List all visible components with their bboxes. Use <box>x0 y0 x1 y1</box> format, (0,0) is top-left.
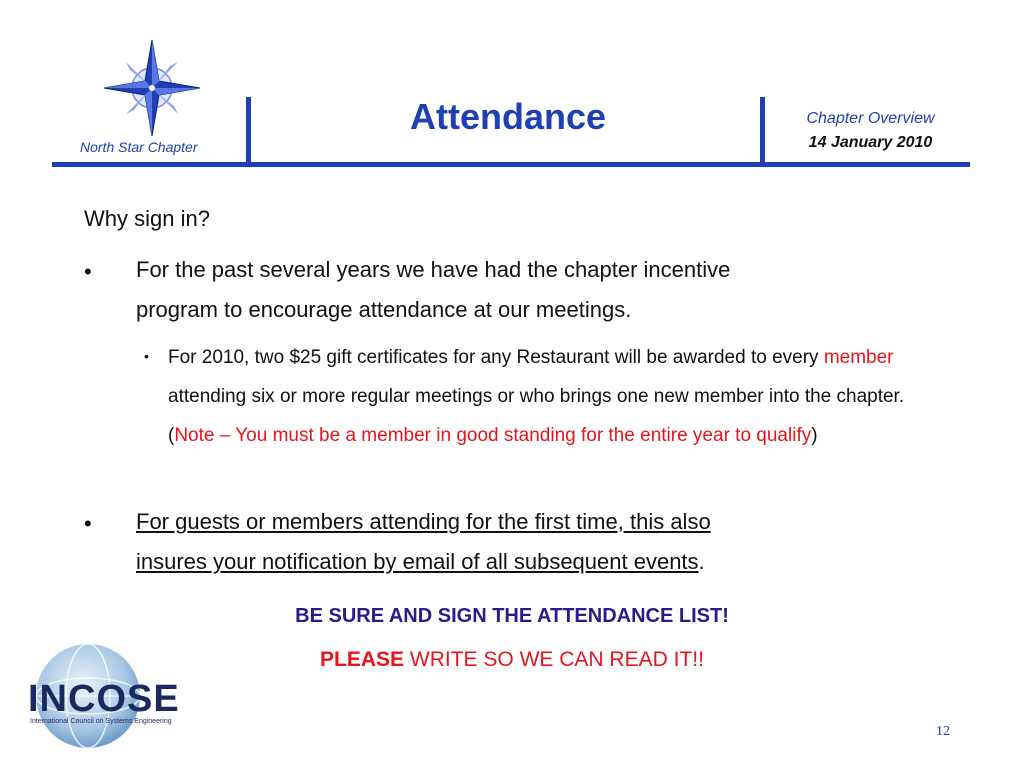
header-info <box>768 107 973 155</box>
page-number: 12 <box>936 724 950 739</box>
incose-logo <box>24 640 196 750</box>
bullet-marker: • <box>84 511 92 536</box>
bullet-2-line-1: For guests or members attending for the first time, this also <box>136 509 711 534</box>
question-heading: Why sign in? <box>84 206 210 231</box>
sub-text-close: ) <box>811 425 818 446</box>
header-rule <box>52 162 970 167</box>
member-note: Note – You must be a member in good standing for the entire year to qualify <box>174 425 812 446</box>
bullet-1-line-1: For the past several years we have had the chapter incentive <box>136 257 731 282</box>
header-divider-left <box>246 97 251 162</box>
north-star-logo-icon <box>104 40 200 136</box>
please-emphasis: PLEASE <box>320 648 405 671</box>
date-label: 14 January 2010 <box>808 134 933 151</box>
incose-wordmark: INCOSE <box>28 678 180 720</box>
member-highlight: member <box>823 347 894 368</box>
bullet-marker: • <box>84 259 92 284</box>
bullet-2-line-2: insures your notification by email of all subsequent events <box>136 549 699 574</box>
bullet-1-line-2: program to encourage attendance at our meetings. <box>136 297 632 322</box>
sign-list-reminder: BE SURE AND SIGN THE ATTENDANCE LIST! <box>295 605 729 627</box>
bullet-1-text <box>136 250 926 330</box>
bullet-2-text <box>136 502 926 582</box>
section-label: Chapter Overview <box>806 110 935 127</box>
incose-subtitle: International Council on Systems Engineering <box>30 718 172 725</box>
page-title: Attendance <box>409 96 607 137</box>
sub-bullet-text <box>168 338 928 455</box>
legibility-text: WRITE SO WE CAN READ IT!! <box>404 648 704 671</box>
sub-text-part-2: attending six or more regular meetings or who brings one new member into the chapter. ( <box>168 386 905 446</box>
sub-text-part-1: For 2010, two $25 gift certificates for any Restaurant will be awarded to every <box>168 347 824 368</box>
bullet-2-period: . <box>698 549 705 574</box>
header-divider-right <box>760 97 765 162</box>
sub-bullet-marker: • <box>144 348 149 364</box>
chapter-name: North Star Chapter <box>80 139 198 155</box>
